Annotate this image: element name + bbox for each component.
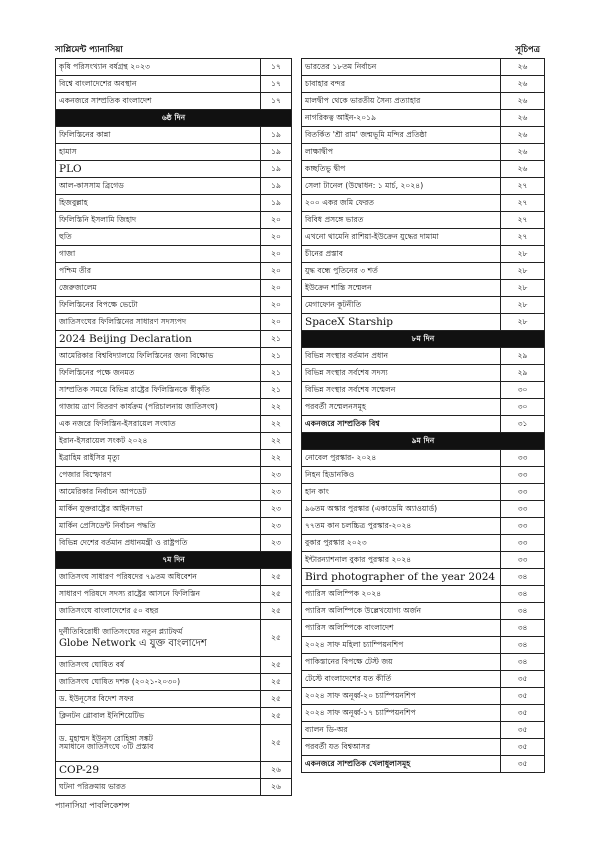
toc-page-number: ২১ [261, 331, 292, 348]
toc-entry-title: ইউক্রেন শান্তি সম্মেলন [302, 280, 501, 297]
toc-entry-title: নোবেল পুরস্কার- ২০২৪ [302, 450, 501, 467]
toc-entry-title: একনজরে সাম্প্রতিক বাংলাদেশ [56, 93, 261, 110]
toc-entry [56, 144, 292, 161]
toc-page-number: ২০ [261, 246, 292, 263]
toc-page-number: ১৯ [261, 178, 292, 195]
toc-entry-title: মালদ্বীপ থেকে ভারতীয় সৈন্য প্রত্যাহার [302, 93, 501, 110]
toc-entry-title: ইন্টারন্যাশনাল বুকার পুরস্কার ২০২৪ [302, 552, 501, 569]
toc-entry-title: PLO [56, 161, 261, 178]
toc-page-number: ৩৪ [501, 654, 545, 671]
toc-entry-title: ব্যালন ডি-অর [302, 722, 501, 739]
toc-entry [302, 416, 545, 433]
toc-entry-title: ৭৭তম কান চলচ্চিত্র পুরস্কার-২০২৪ [302, 518, 501, 535]
toc-page-number: ২৫ [261, 691, 292, 708]
toc-entry-title: ২০০ একর জমি ফেরত [302, 195, 501, 212]
toc-entry-title: হিজবুল্লাহ [56, 195, 261, 212]
toc-entry [302, 518, 545, 535]
toc-entry [302, 280, 545, 297]
toc-entry [56, 280, 292, 297]
section-heading-label: ৬ষ্ঠ দিন [56, 110, 292, 127]
toc-entry-title: বিভিন্ন সংস্থার সর্বশেষ সম্মেলন [302, 382, 501, 399]
toc-entry [56, 762, 292, 779]
toc-page-number: ৩৩ [501, 484, 545, 501]
toc-entry [302, 450, 545, 467]
toc-entry-title: আমেরিকার নির্বাচন আপডেট [56, 484, 261, 501]
toc-entry-title: হান কাং [302, 484, 501, 501]
toc-entry-title-line: সমাধানে জাতিসংঘে ৩টি প্রস্তাব [59, 742, 154, 751]
toc-entry [56, 348, 292, 365]
toc-page-number: ২৯ [501, 365, 545, 382]
toc-entry-title: ঘটনা পরিক্রমায় ভারত [56, 779, 261, 796]
toc-entry [56, 229, 292, 246]
toc-entry-title: COP-29 [56, 762, 261, 779]
toc-entry [56, 620, 292, 657]
toc-page-number: ২৬ [261, 762, 292, 779]
toc-entry-title: পেজার বিস্ফোরণ [56, 467, 261, 484]
toc-entry [302, 671, 545, 688]
toc-entry-title: বিবিধ প্রসঙ্গে ভারত [302, 212, 501, 229]
toc-entry [302, 569, 545, 586]
toc-page-number: ২৬ [501, 110, 545, 127]
toc-entry-title: সেলা টানেল (উদ্বোধন: ১ মার্চ, ২০২৪) [302, 178, 501, 195]
toc-entry [302, 246, 545, 263]
toc-entry-title: কৃষি পরিসংখ্যান বর্ষগ্রন্থ ২০২৩ [56, 59, 261, 76]
toc-entry [302, 637, 545, 654]
toc-page-number: ২২ [261, 399, 292, 416]
toc-page-number: ৩০ [501, 399, 545, 416]
toc-page-number: ২৬ [501, 59, 545, 76]
toc-entry-title: যুদ্ধ বন্ধে পুতিনের ৩ শর্ত [302, 263, 501, 280]
toc-entry [56, 331, 292, 348]
toc-page-number: ১৯ [261, 127, 292, 144]
toc-page-number: ২০ [261, 263, 292, 280]
toc-page-number: ২৯ [501, 348, 545, 365]
toc-page-number: ৩৫ [501, 705, 545, 722]
toc-entry-title-line: Globe Network এ যুক্ত বাংলাদেশ [59, 637, 207, 649]
toc-entry-title: প্যারিস অলিম্পিক ২০২৪ [302, 586, 501, 603]
toc-entry-title: গাজায় ত্রাণ বিতরণ কার্যক্রম (পরিচালনায় জাতিসংঘ) [56, 399, 261, 416]
toc-entry-title: ২০২৪ সাফ অনূর্ধ্ব-২০ চ্যাম্পিয়নশিপ [302, 688, 501, 705]
toc-page-number: ৩৫ [501, 739, 545, 756]
toc-entry-title: জাতিসংঘের ফিলিস্তিনের সাধারণ সদস্যপদ [56, 314, 261, 331]
toc-entry [302, 144, 545, 161]
toc-entry-title: ইব্রাহিম রাইসির মৃত্যু [56, 450, 261, 467]
toc-page-number: ২৩ [261, 484, 292, 501]
toc-entry-title: ফিলিস্তিনের কান্না [56, 127, 261, 144]
toc-page-number: ২৬ [501, 93, 545, 110]
toc-entry-title: চীনের প্রস্তাব [302, 246, 501, 263]
toc-page-number: ৩৪ [501, 586, 545, 603]
toc-page-number: ১৭ [261, 76, 292, 93]
toc-entry [302, 484, 545, 501]
toc-entry-title: জাতিসংঘে বাংলাদেশের ৫০ বছর [56, 603, 261, 620]
toc-page-number: ১৭ [261, 59, 292, 76]
toc-entry [56, 382, 292, 399]
toc-entry [56, 433, 292, 450]
toc-entry-title: ফিলিস্তিনের পক্ষে জনমত [56, 365, 261, 382]
toc-page-number: ২০ [261, 314, 292, 331]
toc-entry [56, 416, 292, 433]
toc-page-number: ৩১ [501, 416, 545, 433]
toc-entry [56, 127, 292, 144]
toc-entry-title: পশ্চিম তীর [56, 263, 261, 280]
toc-entry-title: হামাস [56, 144, 261, 161]
toc-page-number: ২৭ [501, 212, 545, 229]
toc-page-number: ২৬ [501, 161, 545, 178]
toc-page-number: ২৬ [501, 76, 545, 93]
toc-table-left [55, 58, 292, 796]
toc-entry [56, 399, 292, 416]
toc-page-number: ২৭ [501, 229, 545, 246]
toc-entry [302, 620, 545, 637]
toc-page-number: ২৩ [261, 467, 292, 484]
toc-entry [302, 229, 545, 246]
section-heading [56, 552, 292, 569]
page-header [55, 43, 540, 57]
toc-page-number: ২৩ [261, 501, 292, 518]
toc-entry-title: বিশ্বে বাংলাদেশের অবস্থান [56, 76, 261, 93]
toc-entry-title: পাকিস্তানের বিপক্ষে টেস্ট জয় [302, 654, 501, 671]
toc-entry [56, 501, 292, 518]
toc-page-number: ২৫ [261, 620, 292, 657]
toc-entry [56, 674, 292, 691]
toc-entry [56, 263, 292, 280]
toc-entry [56, 59, 292, 76]
section-heading [302, 433, 545, 450]
toc-entry-title: ফিলিস্তিনি ইসলামি জিহাদ [56, 212, 261, 229]
toc-entry [56, 518, 292, 535]
toc-entry [56, 467, 292, 484]
toc-page-number: ২০ [261, 297, 292, 314]
toc-entry [56, 212, 292, 229]
toc-entry-title: SpaceX Starship [302, 314, 501, 331]
toc-page-number: ৩৪ [501, 603, 545, 620]
toc-entry [302, 195, 545, 212]
toc-page-number: ৩৫ [501, 722, 545, 739]
toc-entry [302, 654, 545, 671]
toc-entry [56, 314, 292, 331]
section-title: সূচিপত্র [515, 45, 540, 55]
toc-entry-title-line: দুর্নীতিবিরোধী জাতিসংঘের নতুন প্ল্যাটফর্ম [59, 627, 183, 636]
toc-entry-title: গাজা [56, 246, 261, 263]
toc-entry [56, 725, 292, 762]
toc-page-number: ৩৫ [501, 756, 545, 773]
toc-entry-title: ৯৬তম অস্কার পুরস্কার (একাডেমি অ্যাওয়ার্ড) [302, 501, 501, 518]
toc-page-number: ২৭ [501, 178, 545, 195]
toc-entry-title: জাতিসংঘ সাধারণ পরিষদের ৭৯তম অধিবেশন [56, 569, 261, 586]
toc-entry [56, 297, 292, 314]
toc-entry-title: পরবর্তী যত বিশ্বআসর [302, 739, 501, 756]
toc-page-number: ২২ [261, 450, 292, 467]
toc-entry [302, 161, 545, 178]
toc-entry [56, 246, 292, 263]
toc-entry [302, 59, 545, 76]
toc-entry [56, 603, 292, 620]
toc-entry [302, 127, 545, 144]
toc-table-right [301, 58, 545, 773]
toc-entry-title: প্যারিস অলিম্পিকে উল্লেখযোগ্য অর্জন [302, 603, 501, 620]
toc-entry-title: পরবর্তী সম্মেলনসমূহ [302, 399, 501, 416]
toc-page-number: ২০ [261, 280, 292, 297]
toc-entry [56, 76, 292, 93]
toc-entry [56, 586, 292, 603]
toc-entry-title: প্যারিস অলিম্পিকে বাংলাদেশ [302, 620, 501, 637]
toc-page-number: ২৭ [501, 195, 545, 212]
toc-entry [302, 705, 545, 722]
toc-entry [302, 603, 545, 620]
toc-entry [302, 552, 545, 569]
toc-page-number: ২৫ [261, 569, 292, 586]
toc-page-number: ১৯ [261, 144, 292, 161]
toc-entry-title: আল-কাসসাম ব্রিগেড [56, 178, 261, 195]
toc-entry [302, 586, 545, 603]
toc-entry [56, 178, 292, 195]
toc-entry [302, 467, 545, 484]
toc-entry [302, 110, 545, 127]
toc-entry [302, 382, 545, 399]
toc-page-number: ২৫ [261, 725, 292, 762]
toc-entry-title: জাতিসংঘ ঘোষিত বর্ষ [56, 657, 261, 674]
toc-page-number: ১৭ [261, 93, 292, 110]
toc-entry [56, 484, 292, 501]
toc-entry-title: লাক্ষাদ্বীপ [302, 144, 501, 161]
toc-entry [56, 779, 292, 796]
toc-page-number: ২৬ [501, 144, 545, 161]
toc-entry [302, 399, 545, 416]
toc-page-number: ২৮ [501, 280, 545, 297]
toc-entry [302, 688, 545, 705]
toc-entry-title: ক্লিনটন গ্লোবাল ইনিশিয়েটিভ [56, 708, 261, 725]
toc-entry-title [56, 620, 261, 657]
toc-entry-title: সাধারণ পরিষদে সদস্য রাষ্ট্রের আসনে ফিলিস্তিন [56, 586, 261, 603]
toc-entry-title: বিভিন্ন সংস্থার বর্তমান প্রধান [302, 348, 501, 365]
toc-page-number: ২২ [261, 433, 292, 450]
toc-entry [302, 739, 545, 756]
toc-entry [302, 314, 545, 331]
toc-entry [302, 297, 545, 314]
toc-entry-title: ২০২৪ সাফ অনূর্ধ্ব-১৭ চ্যাম্পিয়নশিপ [302, 705, 501, 722]
toc-entry-title: নাগরিকত্ব আইন-২০১৯ [302, 110, 501, 127]
toc-entry-title-line: ড. মুহাম্মদ ইউনূস রোহিঙ্গা সঙ্কট [59, 733, 153, 743]
toc-entry [302, 76, 545, 93]
toc-entry-title: ড. ইউনূসের বিদেশ সফর [56, 691, 261, 708]
section-heading-label: ৭ম দিন [56, 552, 292, 569]
toc-entry [56, 569, 292, 586]
toc-page-number: ৩০ [501, 382, 545, 399]
toc-page-number: ৩৩ [501, 501, 545, 518]
toc-entry-title: জেরুজালেম [56, 280, 261, 297]
toc-entry [56, 93, 292, 110]
toc-page-number: ৩৩ [501, 535, 545, 552]
toc-page-number: ৩৫ [501, 688, 545, 705]
toc-page-number: ৩৩ [501, 467, 545, 484]
toc-entry [56, 195, 292, 212]
toc-entry-title: একনজরে সাম্প্রতিক খেলাধুলাসমূহ [302, 756, 501, 773]
toc-entry-title: বিভিন্ন সংস্থার সর্বশেষ সদস্য [302, 365, 501, 382]
toc-entry-title: আমেরিকার বিশ্ববিদ্যালয়ে ফিলিস্তিনের জন্য বিক্ষোভ [56, 348, 261, 365]
toc-entry [302, 756, 545, 773]
toc-entry-title: ফিলিস্তিনের বিপক্ষে ভেটো [56, 297, 261, 314]
toc-entry-title: এক নজরে ফিলিস্তিন-ইসরায়েল সংঘাত [56, 416, 261, 433]
toc-page-number: ২১ [261, 382, 292, 399]
section-heading-label: ৯ম দিন [302, 433, 545, 450]
toc-page-number: ২৫ [261, 674, 292, 691]
section-heading [302, 331, 545, 348]
toc-page-number: ২৬ [501, 127, 545, 144]
toc-entry [56, 161, 292, 178]
toc-entry-title: বিতর্কিত 'শ্রী রাম' জন্মভূমি মন্দির প্রতিষ্ঠা [302, 127, 501, 144]
toc-entry-title: সাম্প্রতিক সময়ে বিভিন্ন রাষ্ট্রের ফিলিস্তিনকে স্বীকৃতি [56, 382, 261, 399]
toc-page-number: ২০ [261, 229, 292, 246]
toc-entry-title: ২০২৪ সাফ মহিলা চ্যাম্পিয়নশিপ [302, 637, 501, 654]
toc-page-number: ২৫ [261, 586, 292, 603]
toc-entry-title: মার্কিন প্রেসিডেন্ট নির্বাচন পদ্ধতি [56, 518, 261, 535]
toc-page-number: ২৩ [261, 518, 292, 535]
toc-entry [302, 93, 545, 110]
toc-page-number: ২১ [261, 365, 292, 382]
toc-entry-title [56, 725, 261, 762]
toc-entry-title: 2024 Beijing Declaration [56, 331, 261, 348]
toc-entry-title: এখনো থামেনি রাশিয়া-ইউক্রেন যুদ্ধের দামামা [302, 229, 501, 246]
toc-page-number: ৩৪ [501, 637, 545, 654]
toc-page-number: ১৯ [261, 195, 292, 212]
toc-page-number: ২৮ [501, 263, 545, 280]
toc-entry-title: চাবাহার বন্দর [302, 76, 501, 93]
toc-page-number: ২৫ [261, 603, 292, 620]
toc-page-number: ২০ [261, 212, 292, 229]
toc-entry [56, 657, 292, 674]
toc-entry [56, 450, 292, 467]
toc-page-number: ৩৪ [501, 620, 545, 637]
toc-entry-title: ইরান-ইসরায়েল সংকট ২০২৪ [56, 433, 261, 450]
toc-entry [302, 722, 545, 739]
toc-page-number: ২৬ [261, 779, 292, 796]
toc-entry-title: মেগাফোন কূটনীতি [302, 297, 501, 314]
toc-page-number: ২২ [261, 416, 292, 433]
toc-entry [56, 691, 292, 708]
toc-entry-title: জাতিসংঘ ঘোষিত দশক (২০২১-২০৩০) [56, 674, 261, 691]
toc-page-number: ২৩ [261, 535, 292, 552]
toc-entry [302, 212, 545, 229]
toc-entry [56, 535, 292, 552]
publisher-footer: প্যানাসিয়া পাবলিকেশন্স [55, 801, 130, 810]
toc-entry-title: বুকার পুরস্কার ২০২৩ [302, 535, 501, 552]
toc-page-number: ২৫ [261, 657, 292, 674]
toc-entry-title: ভারতের ১৮তম নির্বাচন [302, 59, 501, 76]
toc-entry [302, 348, 545, 365]
toc-page-number: ৩৩ [501, 450, 545, 467]
toc-page-number: ২৮ [501, 246, 545, 263]
toc-entry-title: কচ্ছতিভু দ্বীপ [302, 161, 501, 178]
toc-entry-title: Bird photographer of the year 2024 [302, 569, 501, 586]
book-title: সাপ্লিমেন্ট প্যানাসিয়া [55, 45, 123, 55]
toc-entry [302, 178, 545, 195]
toc-entry [56, 365, 292, 382]
toc-entry [302, 501, 545, 518]
toc-entry [56, 708, 292, 725]
toc-page-number: ২৮ [501, 297, 545, 314]
section-heading-label: ৮ম দিন [302, 331, 545, 348]
toc-entry-title: বিভিন্ন দেশের বর্তমান প্রধানমন্ত্রী ও রাষ্ট্রপতি [56, 535, 261, 552]
toc-entry [302, 365, 545, 382]
toc-page-number: ৩৩ [501, 518, 545, 535]
toc-entry-title: একনজরে সাম্প্রতিক বিশ্ব [302, 416, 501, 433]
toc-page-number: ৩৫ [501, 671, 545, 688]
toc-page-number: ৩৩ [501, 552, 545, 569]
toc-entry-title: মার্কিন যুক্তরাষ্ট্রের আইনসভা [56, 501, 261, 518]
toc-page-number: ৩৪ [501, 569, 545, 586]
toc-page-number: ১৯ [261, 161, 292, 178]
toc-page-number: ২৫ [261, 708, 292, 725]
toc-entry-title: নিহন হিডানকিও [302, 467, 501, 484]
toc-entry [302, 263, 545, 280]
toc-page-number: ২৮ [501, 314, 545, 331]
toc-entry-title: টেস্টে বাংলাদেশের যত কীর্তি [302, 671, 501, 688]
section-heading [56, 110, 292, 127]
toc-entry-title: হুতি [56, 229, 261, 246]
toc-entry [302, 535, 545, 552]
toc-page-number: ২১ [261, 348, 292, 365]
